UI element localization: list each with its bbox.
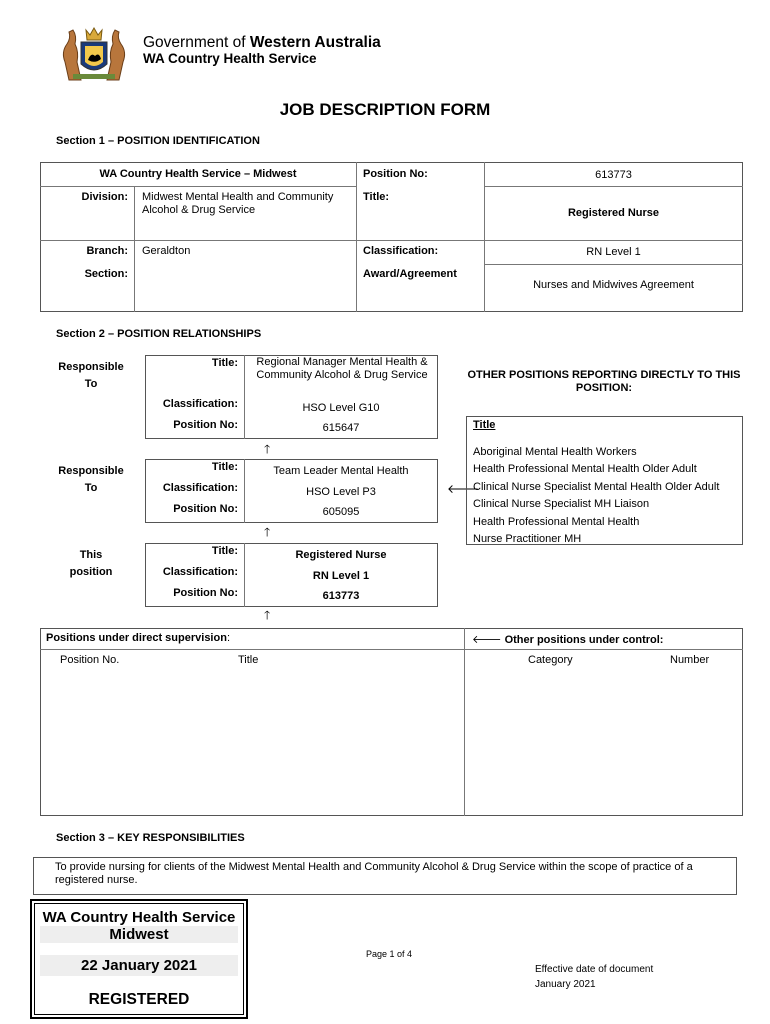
col-category: Category (528, 654, 573, 666)
gov-name: Western Australia (249, 34, 381, 51)
up-arrow-icon: 🡑 (264, 525, 271, 539)
wa-coat-of-arms-logo (55, 22, 133, 84)
direct-supervision-text: Positions under direct supervision (46, 632, 227, 644)
title-value: Registered Nurse (295, 549, 387, 561)
direct-supervision-colon: : (226, 632, 230, 644)
other-positions-items (473, 444, 719, 548)
row-label-line1: Responsible (58, 465, 124, 477)
row-label (55, 359, 127, 393)
stamp-date: 22 January 2021 (40, 955, 238, 976)
left-arrow-icon: 🡐 (447, 482, 480, 496)
other-control-heading (472, 632, 663, 646)
classification-value: RN Level 1 (312, 570, 370, 582)
other-control-label: Other positions under control: (504, 634, 664, 646)
page-title: JOB DESCRIPTION FORM (279, 100, 491, 119)
government-heading (143, 34, 381, 52)
row-label (55, 463, 127, 497)
list-item: Clinical Nurse Specialist MH Liaison (473, 498, 650, 511)
title-value: Team Leader Mental Health (273, 465, 409, 477)
section-label: Section: (84, 268, 128, 280)
branch-label: Branch: (86, 245, 128, 257)
section1-heading: Section 1 – POSITION IDENTIFICATION (56, 135, 260, 147)
classification-value: RN Level 1 (586, 246, 641, 258)
service-heading: WA Country Health Service (143, 51, 317, 66)
up-arrow-icon: 🡑 (264, 608, 271, 622)
col-position-no: Position No. (60, 654, 120, 666)
title-value: Regional Manager Mental Health & Community Alcohol & Drug Service (256, 356, 428, 381)
effective-date-value: January 2021 (535, 979, 596, 990)
classification-label: Classification: (162, 482, 238, 494)
stamp-status: REGISTERED (88, 991, 190, 1008)
position-no-value: 613773 (322, 590, 360, 602)
row-label (55, 547, 127, 581)
title-label: Title: (211, 545, 238, 557)
list-item: Aboriginal Mental Health Workers (473, 446, 637, 458)
branch-value: Geraldton (142, 245, 191, 257)
row-label-line2: To (84, 378, 98, 390)
row-label-line2: position (69, 566, 113, 578)
classification-value: HSO Level P3 (306, 486, 376, 498)
title-label: Title: (211, 357, 238, 369)
row-label-line1: Responsible (58, 361, 124, 373)
org-name: WA Country Health Service – Midwest (99, 168, 297, 180)
classification-label: Classification: (162, 566, 238, 578)
classification-label: Classification: (363, 245, 439, 257)
stamp-line2: Midwest (40, 926, 238, 943)
row-label-line2: To (84, 482, 98, 494)
col-number: Number (670, 654, 710, 666)
row-label-line1: This (79, 549, 103, 561)
up-arrow-icon: 🡑 (264, 442, 271, 456)
position-no-value: 605095 (322, 506, 360, 518)
stamp-line1: WA Country Health Service (42, 909, 236, 926)
list-item: Clinical Nurse Specialist Mental Health Older Adult (473, 480, 720, 493)
list-item: Health Professional Mental Health Older Adult (473, 463, 697, 476)
position-no-value: 615647 (322, 422, 360, 434)
award-value: Nurses and Midwives Agreement (533, 279, 694, 291)
direct-supervision-label (46, 632, 230, 644)
key-responsibilities-text: To provide nursing for clients of the Midwest Mental Health and Community Alcohol & Drug Service within the scope of practice of a registered nurse. (55, 861, 693, 886)
left-arrow-icon: 🡐 (472, 634, 502, 646)
position-no-label: Position No: (173, 503, 238, 515)
position-no-label: Position No: (173, 587, 238, 599)
effective-date-label: Effective date of document (535, 964, 654, 975)
registration-stamp (30, 899, 248, 1019)
title-value: Registered Nurse (567, 207, 660, 219)
col-title: Title (238, 654, 259, 666)
gov-prefix: Government of (143, 34, 250, 51)
page-number: Page 1 of 4 (366, 949, 413, 959)
classification-label: Classification: (162, 398, 238, 410)
list-item: Health Professional Mental Health (473, 515, 640, 528)
title-label: Title: (211, 461, 238, 473)
section2-heading: Section 2 – POSITION RELATIONSHIPS (56, 328, 262, 340)
section3-heading: Section 3 – KEY RESPONSIBILITIES (56, 832, 245, 844)
title-label: Title: (363, 191, 390, 203)
position-no-label: Position No: (173, 419, 238, 431)
position-no-label: Position No: (363, 168, 428, 180)
division-label: Division: (81, 191, 128, 203)
position-no-value: 613773 (595, 169, 632, 181)
other-positions-heading: OTHER POSITIONS REPORTING DIRECTLY TO THIS POSITION: (467, 369, 741, 394)
classification-value: HSO Level G10 (302, 402, 380, 414)
award-label: Award/Agreement (363, 268, 457, 280)
list-item: Nurse Practitioner MH (473, 533, 582, 546)
division-value: Midwest Mental Health and Community Alcohol & Drug Service (142, 191, 334, 216)
other-positions-title-header: Title (473, 419, 496, 431)
